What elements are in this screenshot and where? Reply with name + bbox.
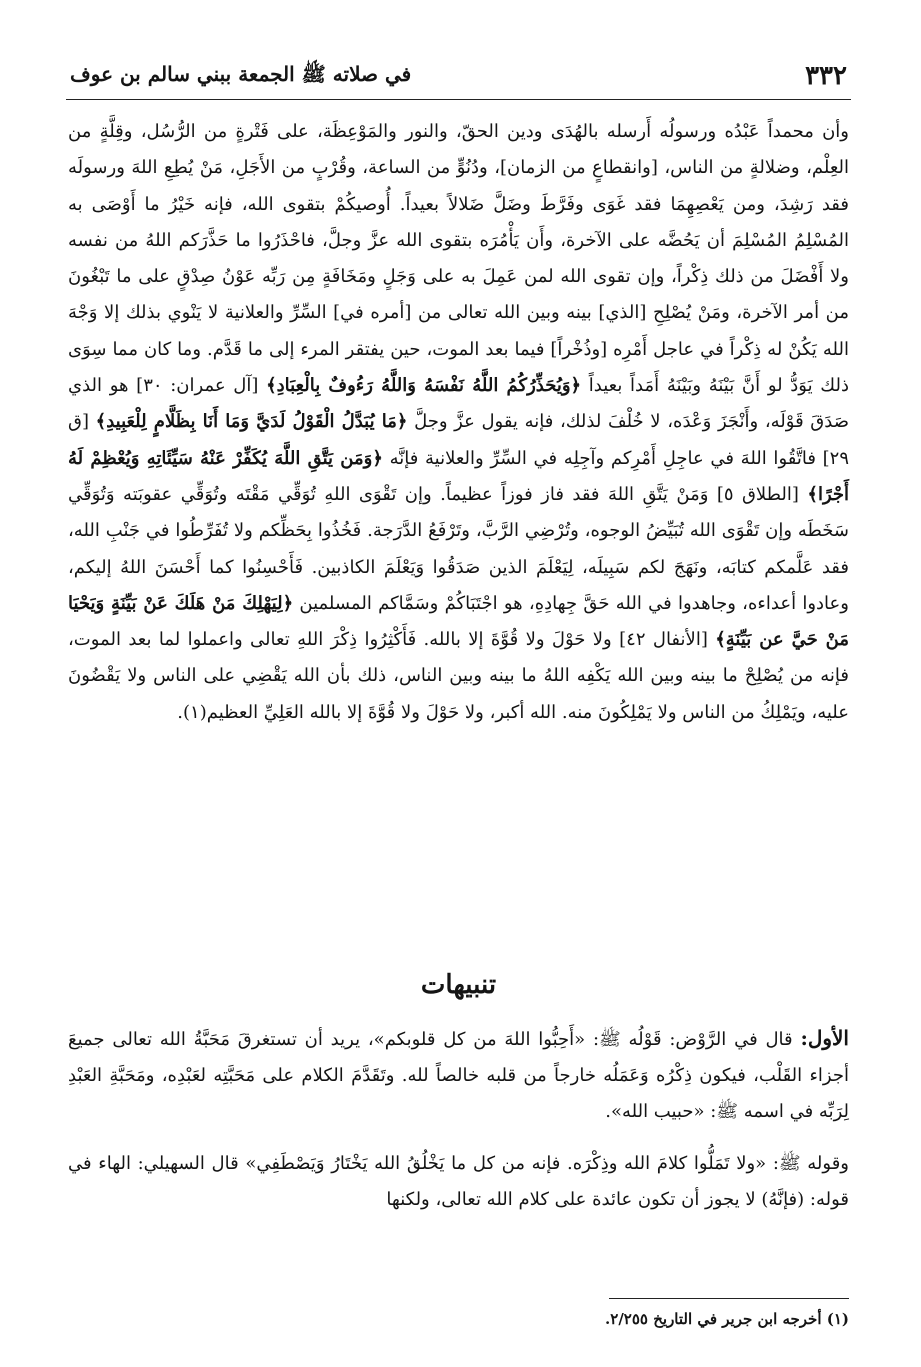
text-segment-5: [الأنفال ٤٢] ولا حَوْلَ ولا قُوَّةَ إلا بالله. فَأَكْثِرُوا ذِكْرَ اللهِ تعالى واعملوا لما بعد الموت، فإنه من يُصْلِحْ ما بينه وبين الله يَكْفِه اللهُ ما بينه وبين الناس، ذلك بأن الله يَقْضِي على الناس ولا يَقْضُونَ عليه، ويَمْلِكُ من الناس ولا يَمْلِكُونَ منه. الله أكبر، ولا حَوْلَ ولا قُوَّةَ إلا بالله العَلِيِّ العظيم: [68, 629, 849, 723]
running-title: في صلاته ﷺ الجمعة ببني سالم بن عوف: [70, 61, 412, 86]
text-segment-3: [ق ٢٩] فاتَّقُوا اللهَ في عاجِلِ أَمْرِكم وآجِلِه في السِّرِّ والعلانية فإنَّه: [68, 411, 849, 469]
quran-verse-2: ﴿مَا يُبَدَّلُ الْقَوْلُ لَدَيَّ وَمَا أَنَا بِظَلَّامٍ لِلْعَبِيدِ﴾: [95, 411, 408, 433]
quran-verse-4: ﴿لِيَهْلِكَ مَنْ هَلَكَ عَنْ بَيِّنَةٍ وَيَحْيَا مَنْ حَيَّ عن بَيِّنَةٍ﴾: [68, 592, 849, 651]
running-head: [70, 56, 847, 96]
note-first: [68, 1020, 849, 1130]
text-segment-2: [آل عمران: ٣٠] هو الذي صَدَقَ قَوْلَه، وأَنْجَزَ وَعْدَه، لا خُلْفَ لذلك، فإنه يقول عزَّ وجلَّ: [68, 375, 849, 433]
note-first-text: قال في الرَّوْض: قَوْلُه ﷺ: «أَحِبُّوا اللهَ من كل قلوبكم»، يريد أن تستغرقَ مَحَبَّةُ الله تعالى جميعَ أجزاء القَلْب، فيكون ذِكْرُه وَعَمَلُه خارجاً من قلبه خالصاً لله. وتَقَدَّمَ الكلام على مَحَبَّتِه لعَبْدِه، ومَحَبَّةِ العَبْدِ لِرَبِّه في اسمه ﷺ: «حبيب الله».: [68, 1029, 849, 1122]
quran-verse-3: ﴿وَمَن يَتَّقِ اللَّهَ يُكَفِّرْ عَنْهُ سَيِّئَاتِهِ وَيُعْظِمْ لَهُ أَجْرًا﴾: [68, 447, 849, 505]
note-second-text: وقوله ﷺ: «ولا تَمَلُّوا كلامَ الله وذِكْرَه. فإنه من كل ما يَخْلُقُ الله يَخْتَارُ وَيَصْطَفِي» قال السهيلي: الهاء في قوله: (فإنَّهُ) لا يجوز أن تكون عائدة على كلام الله تعالى، ولكنها: [68, 1153, 850, 1210]
text-segment-4: [الطلاق ٥] وَمَنْ يَتَّقِ اللهَ فقد فاز فوزاً عظيماً. وإن تَقْوَى اللهِ تُوَقِّي مَقْتَه وتُوَقِّي عقوبَته وَتُوَقِّي سَخَطَه وإن تَقْوَى الله تُبَيِّضُ الوجوه، وتُرْضِي الرَّبَّ، وتَرْفَعُ الدَّرَجة. فَخُذُوا بِحَظِّكم ولا تُفَرِّطُوا في جَنْبِ الله، فقد عَلَّمكم كتابَه، ونَهَجَ لكم سَبِيلَه، لِيَعْلَمَ الذين صَدَقُوا وَيَعْلَمَ الكاذبين. فَأَحْسِنُوا كما أَحْسَنَ اللهُ إليكم، وعادوا أعداءه، وجاهدوا في الله حَقَّ جِهادِهِ، هو اجْتَبَاكُمْ وسَمَّاكم المسلمين: [68, 483, 849, 614]
section-heading: تنبيهات: [420, 970, 497, 1000]
header-divider: [66, 99, 851, 100]
note-second: [68, 1146, 849, 1218]
footnote-marker: (١).: [177, 701, 207, 723]
khutbah-paragraph: [68, 114, 849, 731]
text-segment-1: وأن محمداً عَبْدُه ورسولُه أَرسله بالهُدَى ودين الحقّ، والنور والمَوْعِظَة، على فَتْرةٍ من الرُّسُل، وقِلَّةٍ من العِلْم، وضلالةٍ من الناس، [وانقطاعٍ من الزمان]، ودُنُوٍّ من الساعة، وقُرْبٍ من الأَجَلِ، مَنْ يُطِعِ اللهَ ورسولَه فقد رَشِدَ، ومن يَعْصِهِمَا فقد غَوَى وفَرَّطَ وضَلَّ ضَلالاً بعيداً. أُوصيكُمْ بتقوى الله، فإنه خَيْرُ ما أَوْصَى به المُسْلِمُ المُسْلِمَ أن يَحُضَّه على الآخرة، وأَن يَأْمُرَه بتقوى الله عزَّ وجلَّ، فاحْذَرُوا ما حَذَّرَكم اللهُ من نفسه ولا أَفْضَلَ من ذلك ذِكْراً، وإن تقوى الله لمن عَمِلَ به على وَجَلٍ ومَخَافَةٍ مِن رَبِّه عَوْنُ صِدْقٍ على ما تَبْغُونَ من أمر الآخرة، ومَنْ يُصْلِحِ [الذي] بينه وبين الله تعالى من [أمره في] السِّرِّ والعلانية لا يَنْوي بذلك إلا وَجْهَ الله يَكُنْ له ذِكْراً في عاجل أَمْرِه [وذُخْراً] فيما بعد الموت، حين يفتقر المرء إلى ما قَدَّم. وما كان مما سِوَى ذلك يَوَدُّ لو أَنَّ بَيْنَهُ وبَيْنَهُ أَمَداً بعيداً: [68, 121, 849, 397]
note-first-lead: الأول:: [800, 1026, 849, 1050]
quran-verse-1: ﴿وَيُحَذِّرُكُمُ اللَّهُ نَفْسَهُ وَاللَّهُ رَءُوفٌ بِالْعِبَادِ﴾: [266, 375, 582, 397]
footnote-divider: [609, 1298, 849, 1299]
footnote: (١) أخرجه ابن جرير في التاريخ ٢/٢٥٥.: [605, 1310, 849, 1328]
notes-block: [68, 1020, 849, 1234]
main-text: [68, 114, 849, 731]
page-number: ٣٣٢: [805, 61, 847, 91]
